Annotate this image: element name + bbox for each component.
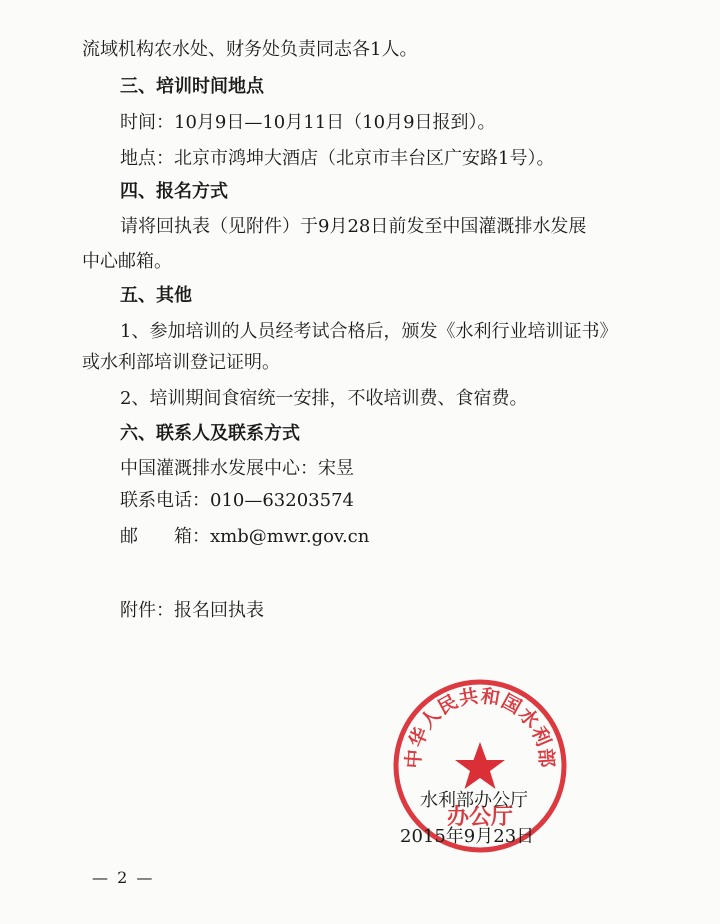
seal-center-text: 办公厅 [446,804,514,830]
section-heading: 五、其他 [120,285,192,306]
page-number: — 2 — [92,868,155,887]
section-heading: 三、培训时间地点 [120,76,264,97]
text-line: 请将回执表（见附件）于9月28日前发至中国灌溉排水发展 [120,216,587,237]
text-line: 时间：10月9日—10月11日（10月9日报到）。 [120,112,496,133]
text-line: 2、培训期间食宿统一安排，不收培训费、食宿费。 [120,388,528,409]
text-line: 地点：北京市鸿坤大酒店（北京市丰台区广安路1号）。 [120,148,555,169]
section-heading: 六、联系人及联系方式 [120,423,300,444]
signing-date: 2015年9月23日 [400,826,535,847]
text-line: 中心邮箱。 [82,251,172,272]
section-heading: 四、报名方式 [120,181,228,202]
signing-organization: 水利部办公厅 [420,790,528,811]
text-line: 1、参加培训的人员经考试合格后，颁发《水利行业培训证书》 [120,321,618,342]
contact-person: 中国灌溉排水发展中心：宋昱 [120,458,354,479]
text-line: 或水利部培训登记证明。 [82,352,280,373]
text-line: 流域机构农水处、财务处负责同志各1人。 [82,39,418,60]
seal-star-icon [455,742,505,789]
seal-ring-text: 中华人民共和国水利部 [402,685,558,770]
contact-email: 邮 箱：xmb@mwr.gov.cn [120,526,370,547]
attachment-note: 附件：报名回执表 [120,600,264,621]
contact-phone: 联系电话：010—63203574 [120,490,354,511]
